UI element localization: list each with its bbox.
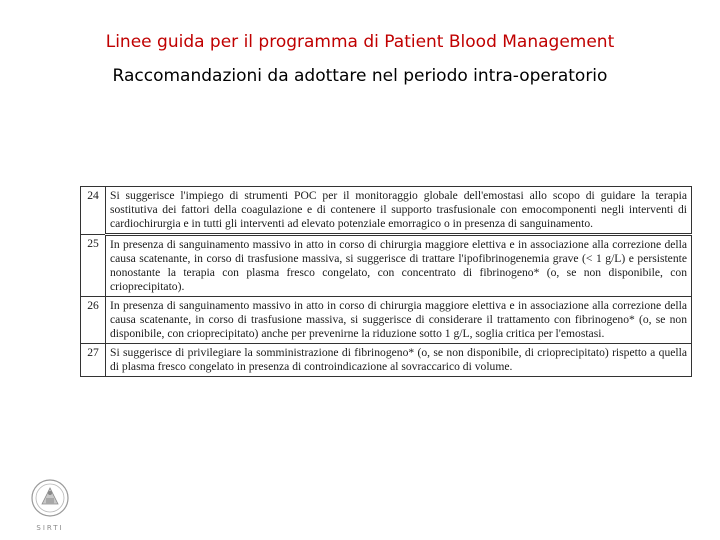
recommendation-number: 27 [81, 344, 106, 377]
page-title: Linee guida per il programma di Patient Blood Management [105, 32, 615, 52]
recommendation-text: In presenza di sanguinamento massivo in atto in corso di chirurgia maggiore elettiva e in associazione alla correzione della causa scatenante, in corso di trasfusione massiva, si suggerisce di trattare l'ipofibrinogenemia grave (< 1 g/L) e persistente nonostante la terapia con plasma fresco congelato, con concentrato di fibrinogeno* (o, se non disponibile, con crioprecipitato). [106, 235, 692, 297]
recommendations-table [80, 186, 692, 377]
table-row [81, 187, 692, 235]
recommendation-number: 26 [81, 297, 106, 344]
table-row [81, 297, 692, 344]
table-row [81, 344, 692, 377]
page-subtitle: Raccomandazioni da adottare nel periodo intra-operatorio [112, 66, 608, 86]
recommendation-text: Si suggerisce di privilegiare la somministrazione di fibrinogeno* (o, se non disponibile, di crioprecipitato) rispetto a quella di plasma fresco congelato in presenza di controindicazione al sovraccarico di volume. [106, 344, 692, 377]
logo-caption: SIRTI [36, 524, 64, 532]
university-seal-icon [30, 478, 70, 518]
recommendation-number: 25 [81, 235, 106, 297]
recommendation-number: 24 [81, 187, 106, 235]
recommendation-text: In presenza di sanguinamento massivo in atto in corso di chirurgia maggiore elettiva e in associazione alla correzione della causa scatenante, in corso di trasfusione massiva, si suggerisce di considerare il trattamento con fibrinogeno* (o, se non disponibile, con crioprecipitato) anche per prevenirne la riduzione sotto 1 g/L, soglia critica per l'emostasi. [106, 297, 692, 344]
recommendation-text: Si suggerisce l'impiego di strumenti POC per il monitoraggio globale dell'emostasi allo scopo di guidare la terapia sostitutiva dei fattori della coagulazione e di contenere il supporto trasfusionale con emocomponenti negli interventi di cardiochirurgia e in tutti gli interventi ad elevato potenziale emorragico o in presenza di sanguinamento. [106, 187, 692, 235]
table-row [81, 235, 692, 297]
